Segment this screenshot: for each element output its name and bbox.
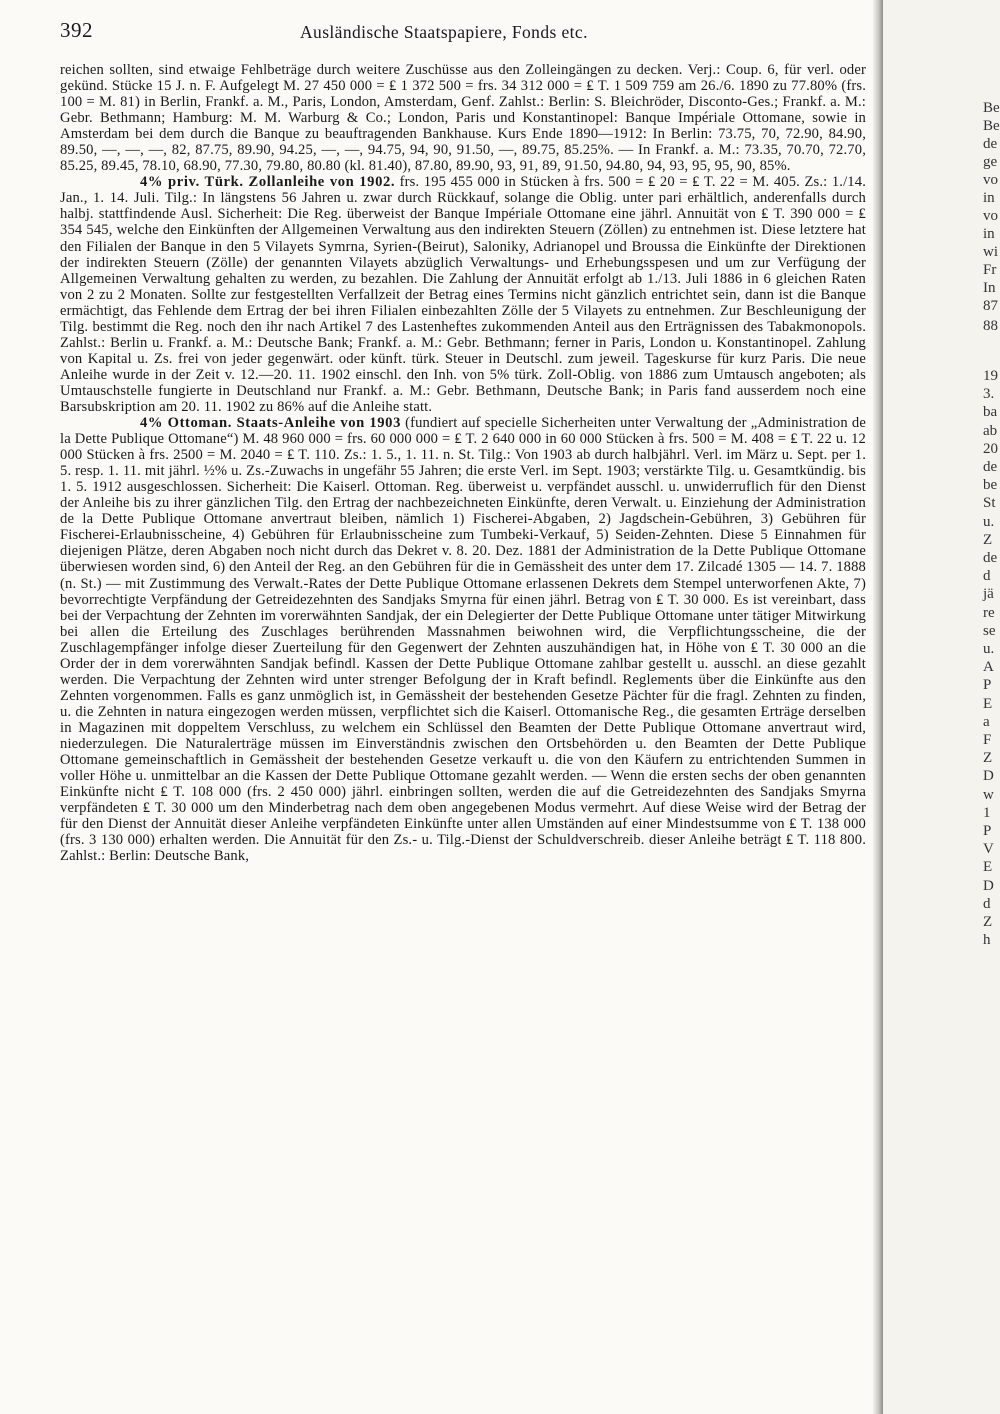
- adjacent-page-fragment: ba: [983, 404, 998, 421]
- entry-continuation: [60, 62, 866, 174]
- adjacent-page-fragment: V: [983, 841, 994, 858]
- adjacent-page-fragment: In: [983, 280, 996, 296]
- adjacent-page-fragment: F: [983, 732, 992, 748]
- adjacent-page-fragment: w: [983, 786, 994, 803]
- adjacent-page-fragment: P: [983, 677, 992, 694]
- adjacent-page-fragment: ab: [983, 422, 998, 439]
- adjacent-page-fragment: d: [983, 568, 991, 585]
- adjacent-page-fragment: vo: [983, 208, 998, 224]
- adjacent-page-fragment: 1: [983, 804, 991, 821]
- entry-body: frs. 195 455 000 in Stücken à frs. 500 = ₤ 20 = ₤ T. 22 = M. 405. Zs.: 1./14. Jan., 1. 14. Juli. Tilg.: In längstens 56 Jahren u. zwar durch Rückkauf, solange die Oblig. unter pari erhältlich, anderenfalls durch halbj. stattfindende Ausl. Sicherheit: Die Reg. überweist der Banque Impériale Ottomane eine jährl. Annuität von ₤ T. 390 000 = ₤ 354 545, welche den Einkünften der Allgemeinen Verwaltung aus den indirekten Steuern (Zöllen) zu entnehmen ist. Diese letztere hat den Filialen der Banque in den 5 Vilayets Symrna, Syrien-(Beirut), Saloniky, Adrianopel und Broussa die Einkünfte der Direktionen der indirekten Steuern (Zölle) der genannten Vilayets abzüglich Verwaltungs- und Erhebungsspesen und um zur Verfügung der Allgemeinen Verwaltung gehalten zu werden, zu bezahlen. Die Zahlung der Annuität erfolgt ab 1./13. Juli 1886 in 6 gleichen Raten von 2 zu 2 Monaten. Sollte zur festgestellten Verfallzeit der Betrag eines Termins nicht gänzlich entrichtet sein, dann ist die Banque ermächtigt, das Fehlende dem Ertrag der bei ihren Filialen einbezahlten Zölle der 5 Vilayets zu entnehmen. Zur Beschleunigung der Tilg. bestimmt die Reg. noch den ihr nach Artikel 7 des Lastenheftes zukommenden Anteil aus den Erträgnissen des Tabakmonopols. Zahlst.: Berlin u. Frankf. a. M.: Deutsche Bank; Frankf. a. M.: Gebr. Bethmann; ferner in Paris, London u. Konstantinopel. Zahlung von Kapital u. Zs. frei von jeder gegenwärt. oder künft. türk. Steuer in Deutschl. zum jeweil. Tageskurse für kurz Paris. Die neue Anleihe wurde in der Zeit v. 12.—20. 11. 1902 einschl. den Inh. von 5% türk. Zoll-Oblig. von 1886 zum Umtausch angeboten; als Umtauschstelle fungierte in Deutschland nur Frankf. a. M.: Gebr. Bethmann, Deutsche Bank; in Paris fand ausserdem noch eine Barsubskription am 20. 11. 1902 zu 86% auf die Anleihe statt.: [60, 174, 866, 415]
- adjacent-page-fragment: in: [983, 190, 995, 206]
- adjacent-page-strip: [883, 0, 1000, 1414]
- adjacent-page-fragment: a: [983, 713, 990, 730]
- entry-body: (fundiert auf specielle Sicherheiten unter Verwaltung der „Administration de la Dette Publique Ottomane“) M. 48 960 000 = frs. 60 000 000 = ₤ T. 2 640 000 in 60 000 Stücken à frs. 500 = M. 408 = ₤ T. 22 u. 12 000 Stücken à frs. 2500 = M. 2040 = ₤ T. 110. Zs.: 1. 5., 1. 11. n. St. Tilg.: Von 1903 ab durch halbjährl. Verl. im März u. Sept. per 1. 5. resp. 1. 11. mit jährl. ½% u. Zs.-Zuwachs in ungefähr 55 Jahren; die erste Verl. im Sept. 1903; verstärkte Tilg. u. Gesamtkündig. bis 1. 5. 1912 ausgeschlossen. Sicherheit: Die Kaiserl. Ottoman. Reg. überweist u. verpfändet ausschl. u. unwiderruflich für den Dienst der Anleihe bis zu ihrer gänzlichen Tilg. den Ertrag der nachbezeichneten Einkünfte, deren Verwalt. u. Einziehung der Administration de la Dette Publique Ottomane anvertraut bleiben, nämlich 1) Fischerei-Abgaben, 2) Jagdschein-Gebühren, 3) Gebühren für Fischerei-Erlaubnisscheine, 4) Gebühren für Erlaubnisscheine zum Tumbeki-Verkauf, 5) Seiden-Zehnten. Diese 5 Einnahmen für diejenigen Plätze, deren Abgaben noch nicht durch das Dekret v. 8. 20. Dez. 1881 der Administration de la Dette Publique Ottomane überwiesen worden sind, 6) den Anteil der Reg. an den Gebühren für die in Gemässheit des unter dem 17. Zilcadé 1305 — 14. 7. 1888 (n. St.) — mit Zustimmung des Verwalt.-Rates der Dette Publique Ottomane erlassenen Dekrets dem Stempel unterworfenen Akte, 7) bevorrechtigte Verpfändung der Getreidezehnten des Sandjaks Smyrna für einen jährl. Betrag von ₤ T. 30 000. Es ist vereinbart, dass bei der Verpachtung der Zehnten im vorerwähnten Sandjak, der ein Delegierter der Dette Publique Ottomane unter tätiger Mitwirkung bei allen die Erteilung des Zuschlages berührenden Massnahmen beiwohnen wird, die Verpflichtungsscheine, die der Zuschlagempfänger infolge dieser Zuerteilung für den Gegenwert der Zehnten auszuhändigen hat, in Höhe von ₤ T. 30 000 an die Order der in dem vorerwähnten Sandjak befindl. Kassen der Dette Publique Ottomane zahlbar gestellt u. ausschl. an diese gezahlt werden. Die Verpachtung der Zehnten wird unter strenger Befolgung der in Kraft befindl. Reglements über die Einkünfte aus den Zehnten vorgenommen. Falls es ganz unmöglich ist, in Gemässheit der bestehenden Gesetze Pächter für die fragl. Zehnten zu finden, u. die Zehnten in natura eingezogen werden müssen, verpflichtet sich die Kaiserl. Ottomanische Reg., die gesamten Erträge derselben in Magazinen mit doppeltem Verschluss, zu welchem ein Schlüssel den Beamten der Dette Publique Ottomane anvertraut wird, niederzulegen. Die Naturalerträge müssen im Einverständnis zwischen den Ortsbehörden u. den Beamten der Dette Publique Ottomane gemeinschaftlich in Gemässheit der bestehenden Gesetze verkauft u. die von den Käufern zu entrichtenden Summen in voller Höhe u. unmittelbar an die Kassen der Dette Publique Ottomane gezahlt werden. — Wenn die ersten sechs der oben genannten Einkünfte nicht ₤ T. 108 000 (frs. 2 450 000) jährl. einbringen sollten, werden die auf die Getreidezehnten des Sandjaks Smyrna verpfändeten ₤ T. 30 000 um den Minderbetrag nach dem oben angegebenen Modus vermehrt. Auf diese Weise wird der Betrag der für den Dienst der Annuität dieser Anleihe verpfändeten Einkünfte unter allen Umständen auf einer Mindestsumme von ₤ T. 138 000 (frs. 3 130 000) erhalten werden. Die Annuität für den Zs.- u. Tilg.-Dienst der Schuldverschreib. dieser Anleihe beträgt ₤ T. 118 800. Zahlst.: Berlin: Deutsche Bank,: [60, 415, 866, 865]
- adjacent-page-fragment: be: [983, 477, 998, 494]
- adjacent-page-fragment: se: [983, 622, 996, 639]
- entry-title: 4% priv. Türk. Zollanleihe von 1902.: [140, 174, 396, 191]
- adjacent-page-fragment: E: [983, 695, 993, 712]
- adjacent-page-fragment: wi: [983, 244, 998, 260]
- running-head: Ausländische Staatspapiere, Fonds etc.: [300, 22, 588, 42]
- adjacent-page-fragment: St: [983, 495, 996, 512]
- adjacent-page-fragment: Z: [983, 750, 993, 767]
- adjacent-page-fragment: 3.: [983, 386, 995, 403]
- entry-tuerk-zollanleihe-1902: [60, 174, 866, 415]
- adjacent-page-fragment: 87: [983, 298, 998, 314]
- adjacent-page-fragment: in: [983, 226, 995, 242]
- adjacent-page-fragment: h: [983, 932, 991, 949]
- entry-title: 4% Ottoman. Staats-Anleihe von 1903: [140, 415, 401, 432]
- adjacent-page-fragment: Z: [983, 914, 993, 930]
- adjacent-page-fragment: de: [983, 459, 998, 475]
- adjacent-page-fragment: E: [983, 859, 993, 876]
- adjacent-page-fragment: 19: [983, 368, 998, 384]
- main-text-column: [60, 62, 866, 864]
- adjacent-page-fragment: D: [983, 768, 994, 785]
- adjacent-page-fragment: Be: [983, 118, 1000, 134]
- adjacent-page-fragment: A: [983, 659, 994, 676]
- adjacent-page-fragment: u.: [983, 641, 995, 657]
- page-number: 392: [60, 18, 93, 42]
- adjacent-page-fragment: 20: [983, 440, 998, 457]
- adjacent-page-fragment: re: [983, 604, 995, 621]
- adjacent-page-fragment: de: [983, 136, 998, 152]
- adjacent-page-fragment: Be: [983, 100, 1000, 116]
- adjacent-page-fragment: D: [983, 877, 994, 894]
- adjacent-page-fragment: P: [983, 823, 992, 839]
- adjacent-page-fragment: d: [983, 895, 991, 912]
- adjacent-page-fragment: 88: [983, 318, 998, 334]
- entry-body: reichen sollten, sind etwaige Fehlbeträge durch weitere Zuschüsse aus den Zolleingängen zu decken. Verj.: Coup. 6, für verl. oder gekünd. Stücke 15 J. n. F. Aufgelegt M. 27 450 000 = ₤ 1 372 500 = frs. 34 312 000 = ₤ T. 1 509 759 am 26./6. 1890 zu 77.80% (frs. 100 = M. 81) in Berlin, Frankf. a. M., Paris, London, Amsterdam, Genf. Zahlst.: Berlin: S. Bleichröder, Disconto-Ges.; Frankf. a. M.: Gebr. Bethmann; Hamburg: M. M. Warburg & Co.; London, Paris und Konstantinopel: Banque Impériale Ottomane, sowie in Amsterdam bei dem durch die Banque zu beauftragenden Bankhause. Kurs Ende 1890—1912: In Berlin: 73.75, 70, 72.90, 84.90, 89.50, —, —, —, 82, 87.75, 89.90, 94.25, —, —, 94.75, 94, 90, 91.50, —, 89.75, 85.25%. — In Frankf. a. M.: 73.35, 70.70, 72.70, 85.25, 89.45, 78.10, 68.90, 77.30, 79.80, 80.80 (kl. 81.40), 87.80, 89.90, 93, 91, 89, 91.50, 94.80, 94, 93, 95, 95, 90, 85%.: [60, 62, 866, 175]
- adjacent-page-fragment: de: [983, 550, 998, 566]
- adjacent-page-fragment: vo: [983, 172, 998, 188]
- adjacent-page-fragment: jä: [983, 586, 994, 603]
- adjacent-page-fragment: Z: [983, 531, 993, 548]
- binding-shadow: [873, 0, 883, 1414]
- adjacent-page-fragment: ge: [983, 154, 998, 170]
- entry-ottoman-staatsanleihe-1903: [60, 415, 866, 864]
- adjacent-page-fragment: u.: [983, 513, 995, 530]
- adjacent-page-fragment: Fr: [983, 262, 997, 278]
